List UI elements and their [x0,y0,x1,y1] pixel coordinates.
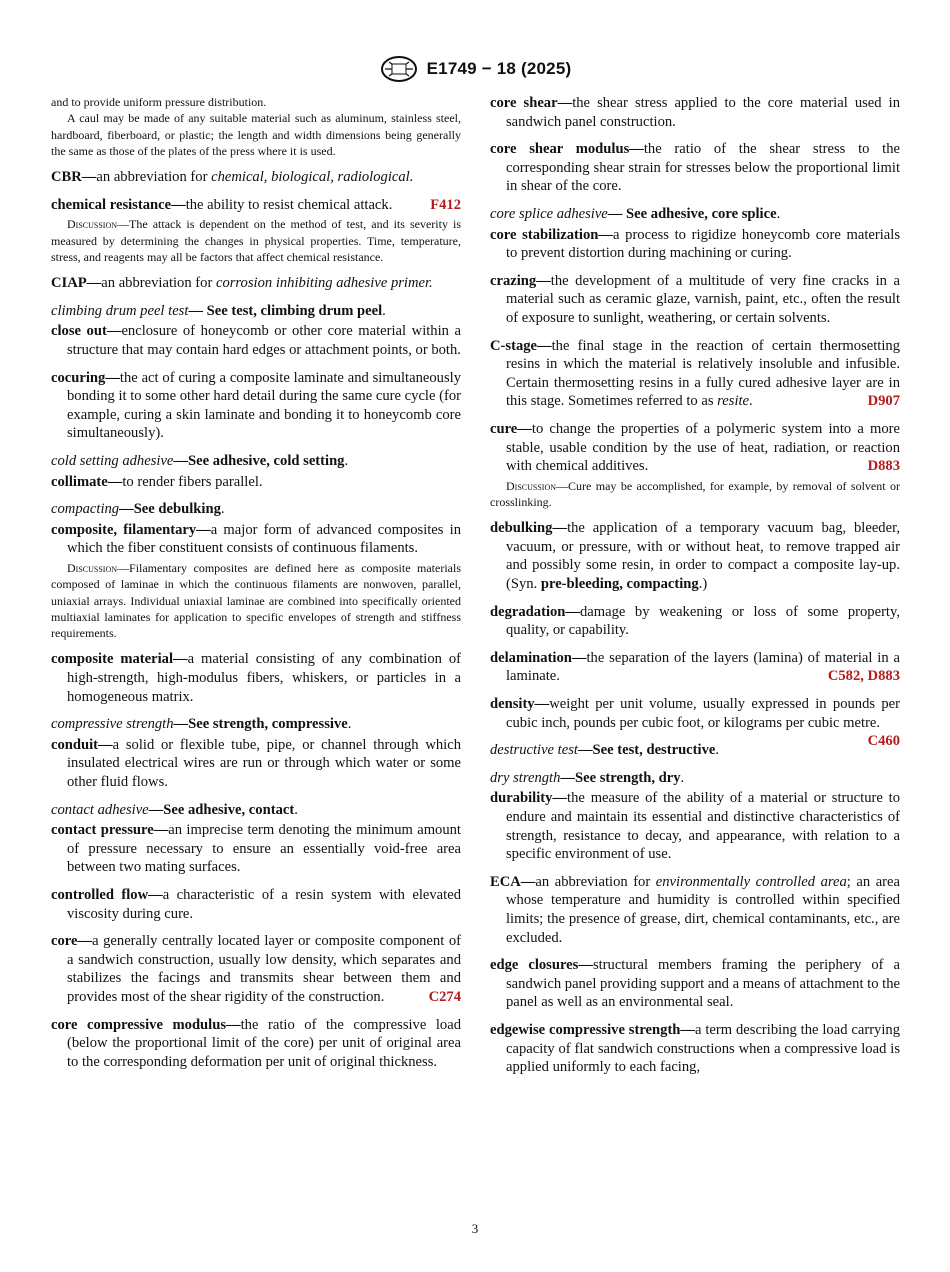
definition: a process to rigidize honeycomb core materials to prevent distortion during machining or curing. [506,226,900,262]
definition: the ability to resist chemical attack. [185,196,393,213]
see-ref[interactable]: adhesive, cold setting [212,453,345,470]
definition: the application of a temporary vacuum bag, bleeder, vacuum, or pressure, with or without heat, to remove trapped air and possibly some resin, in order to compact a composite lay-up. (Syn. [506,520,900,593]
definition: a term describing the load carrying capacity of flat sandwich constructions when a compressive load is applied uniformly to each facing, [506,1021,900,1076]
cross-ref-term: destructive test [490,742,578,759]
see-ref[interactable]: strength, compressive [212,716,348,733]
entry-dry-strength [490,769,900,788]
see-dash: —See [560,769,600,786]
page-number: 3 [471,1221,479,1236]
discussion-composite-filamentary [51,560,461,641]
cross-ref-term: cold setting adhesive [51,453,174,470]
definition: to render fibers parallel. [122,473,263,490]
see-ref[interactable]: test, climbing drum peel [231,302,383,319]
left-column [51,94,461,1080]
cross-ref-term: contact adhesive [51,801,149,818]
reference-code[interactable]: D907 [867,393,900,410]
see-dash: — See [188,302,232,319]
definition: the ratio of the compressive load (below the proportional limit of the core) per unit of original area to the corresponding deformation per unit of original thickness. [67,1016,461,1070]
entry-composite-material [51,650,461,706]
discussion-text: —Filamentary composites are defined here as composite materials composed of laminae in which the continuous filaments are nonwoven, parallel, uniaxial arrays. Individual uniaxial laminae are combined into specifically oriented multiaxial laminates for application to specific envelopes of strength and stiffness requirements. [51,560,461,641]
entry-cbr [51,168,461,187]
definition: an abbreviation for [101,275,216,292]
entry-edge-closures [490,956,900,1012]
entry-core-stabilization [490,226,900,263]
end: . [680,769,685,786]
note-continuation: and to provide uniform pressure distribution. [51,95,267,109]
see-ref[interactable]: adhesive, contact [188,801,295,818]
definition: the development of a multitude of very fine cracks in a material such as ceramic glaze, varnish, paint, etc., often the result of exposure to sunlight, weathering, or certain solvents. [506,272,900,326]
definition: to change the properties of a polymeric system into a more stable, usable condition by the use of heat, radiation, or reaction with chemical additives. [506,420,900,475]
definition: a material consisting of any combination of high-strength, high-modulus fibers, whiskers, or particles in a homogeneous matrix. [67,651,462,705]
see-ref[interactable]: test, destructive [617,742,716,759]
entry-core-shear [490,94,900,131]
entry-destructive-test [490,741,900,760]
reference-code[interactable]: C274 [428,988,461,1005]
term: edge closures— [490,957,593,974]
entry-compressive-strength [51,715,461,734]
definition: the separation of the layers (lamina) of material in a laminate. [506,649,900,685]
discussion-label: Discussion [506,478,557,493]
discussion-label: Discussion [67,560,118,575]
entry-chemical-resistance [51,196,461,215]
entry-c-stage [490,337,900,411]
cross-ref-term: core splice adhesive [490,205,608,222]
reference-code[interactable]: C582, D883 [827,668,900,685]
entry-cold-setting [51,452,461,471]
reference-code[interactable]: C460 [867,733,900,750]
term: delamination— [490,649,587,666]
standard-designation: E1749 − 18 (2025) [426,59,572,78]
see-dash: —See [148,801,188,818]
entry-cure [490,420,900,476]
synonym-ref[interactable]: pre-bleeding, compacting [540,576,699,593]
term: core compressive modulus— [51,1016,241,1033]
entry-collimate [51,473,461,492]
see-dash: —See [577,742,618,759]
discussion-text: —Cure may be accomplished, for example, by removal of solvent or crosslinking. [490,478,900,509]
definition: an abbreviation for [535,873,656,890]
term: composite material— [51,651,188,668]
definition-rest: ; an area whose temperature and humidity is controlled within specified limits; the presence of grease, dirt, chemical contaminants, etc., are excluded. [506,873,900,946]
end: . [347,716,352,733]
astm-logo-icon [379,54,419,84]
definition: structural members framing the periphery of a sandwich panel providing support and a means of attachment to the panel as well as an environmental seal. [506,957,900,1011]
term: ECA— [490,873,536,890]
definition: an imprecise term denoting the minimum amount of pressure necessary to ensure an essentially void-free area between two mating surfaces. [67,822,461,876]
entry-contact-adhesive [51,801,461,820]
definition: a generally centrally located layer or composite component of a sandwich construction, usually low density, which separates and stabilizes the facings and transmits shear between them and provides most of the shear rigidity of the construction. [67,933,461,1005]
term: crazing— [490,272,551,289]
entry-core-splice-adhesive [490,205,900,224]
definition: weight per unit volume, usually expressed in pounds per cubic inch, pounds per cubic foot, or kilograms per cubic metre. [506,696,900,731]
term: composite, filamentary— [51,521,211,538]
definition: the final stage in the reaction of certain thermosetting resins in which the material is relatively insoluble and infusible. Certain thermosetting resins in a fully cured adhesive layer are in this stage. Sometimes referred to as [506,337,900,410]
definition-italic: resite [717,393,750,410]
term: durability— [490,790,568,807]
see-dash: —See [119,501,159,518]
term: degradation— [490,603,580,620]
definition: the ratio of the shear stress to the corresponding shear strain for stresses below the proportional limit in shear of the core. [506,141,900,195]
definition: enclosure of honeycomb or other core material within a structure that may contain hard edges or attachment points, or both. [67,323,461,359]
term: contact pressure— [51,822,169,839]
end: .) [698,576,708,593]
term: core shear modulus— [490,141,644,158]
entry-close-out [51,322,461,359]
page-header [0,54,950,84]
term: core shear— [490,95,573,111]
reference-code[interactable]: D883 [867,458,900,475]
reference-code[interactable]: F412 [430,196,461,213]
end: . [776,205,781,222]
definition: the act of curing a composite laminate and simultaneously bonding it to some other hard detail during the same cure cycle (for example, curing a skin laminate and bonding it to honeycomb core simultaneously). [67,369,461,442]
definition: the measure of the ability of a material or structure to endure and maintain its essential and distinctive characteristics of strength, resistance to decay, and appearance, with relation to a specific environment of use. [506,790,900,863]
definition: an abbreviation for [96,169,212,186]
entry-compacting [51,500,461,519]
term: density— [490,696,550,713]
cross-ref-term: compacting [51,501,120,518]
see-dash: —See [173,716,213,733]
term: chemical resistance— [51,196,186,213]
term: collimate— [51,473,123,490]
definition: the shear stress applied to the core material used in sandwich panel construction. [506,95,900,130]
see-ref[interactable]: adhesive, core splice [650,205,777,222]
end: . [344,453,349,470]
end: . [715,742,720,759]
cross-ref-term: compressive strength [51,716,174,733]
term: debulking— [490,520,568,537]
term: C-stage— [490,337,552,354]
entry-edgewise-compressive-strength [490,1021,900,1077]
entry-cocuring [51,369,461,443]
entry-core [51,932,461,1006]
entry-eca [490,873,900,947]
entry-contact-pressure [51,821,461,877]
term: edgewise compressive strength— [490,1021,696,1038]
definition: a characteristic of a resin system with elevated viscosity during cure. [67,887,461,922]
see-dash: — See [607,205,651,222]
term: close out— [51,323,122,340]
term: cocuring— [51,369,120,386]
entry-composite-filamentary [51,521,461,558]
discussion-label: Discussion [67,217,118,232]
end: . [382,302,386,319]
see-dash: —See [173,453,213,470]
entry-debulking [490,519,900,593]
entry-durability [490,789,900,863]
end: . [294,801,298,818]
definition-italic: corrosion inhibiting adhesive primer. [215,275,433,292]
entry-ciap [51,274,461,293]
definition-italic: chemical, biological, radiological. [211,169,414,186]
see-ref[interactable]: debulking [158,501,221,518]
cross-ref-term: climbing drum peel test [51,302,189,319]
term: controlled flow— [51,887,163,903]
entry-crazing [490,272,900,328]
definition-italic: environmentally controlled area [655,873,847,890]
term: core stabilization— [490,226,613,243]
entry-conduit [51,736,461,792]
entry-delamination [490,649,900,686]
term: CIAP— [51,275,102,292]
entry-core-compressive-modulus [51,1016,461,1072]
definition: damage by weakening or loss of some property, quality, or capability. [506,603,900,639]
entry-core-shear-modulus [490,140,900,196]
definition: a solid or flexible tube, pipe, or channel through which insulated electrical wires are run or through which water or some other fluid flows. [67,736,461,791]
note-paragraph: A caul may be made of any suitable material such as aluminum, stainless steel, hardboard, fiberboard, or plastic; the length and width dimensions being generally the same as those of the plates of the press where it is used. [51,111,461,158]
end: . [749,393,753,410]
see-ref[interactable]: strength, dry [599,769,681,786]
definition: a major form of advanced composites in which the fiber constituent consists of continuous filaments. [67,521,461,557]
entry-climbing-drum-peel [51,302,461,321]
entry-density [490,695,900,750]
term: cure— [490,420,532,437]
discussion-text: —The attack is dependent on the method of test, and its severity is measured by determining the changes in physical properties. Time, temperature, stress, and reagents may all be factors that affect chemical resistance. [51,217,461,264]
entry-degradation [490,603,900,640]
caul-note [51,94,461,159]
term: conduit— [51,736,113,753]
discussion-cure [490,478,900,511]
cross-ref-term: dry strength [490,769,561,786]
end: . [220,501,225,518]
term: CBR— [51,169,97,186]
term: core— [51,933,93,950]
entry-controlled-flow [51,886,461,923]
discussion-chemical-resistance [51,216,461,265]
right-column [490,94,900,1086]
